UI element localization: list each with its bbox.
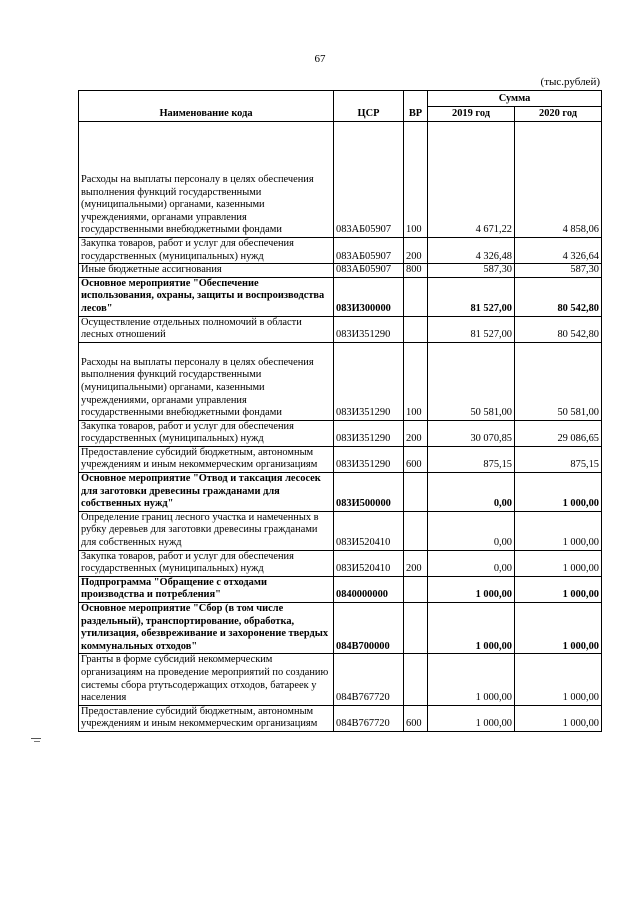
row-2019: 1 000,00 bbox=[428, 654, 515, 705]
row-csr: 0840000000 bbox=[334, 576, 404, 602]
row-vr bbox=[404, 473, 428, 512]
row-2020: 29 086,65 bbox=[515, 420, 602, 446]
table-row bbox=[79, 473, 602, 512]
row-name: Основное мероприятие "Отвод и таксация лесосек для заготовки древесины гражданами для собственных нужд" bbox=[79, 473, 334, 512]
row-vr bbox=[404, 576, 428, 602]
table-row bbox=[79, 654, 602, 705]
row-2020: 1 000,00 bbox=[515, 511, 602, 550]
unit-note: (тыс.рублей) bbox=[540, 76, 600, 88]
header-csr: ЦСР bbox=[334, 91, 404, 122]
row-vr: 100 bbox=[404, 162, 428, 237]
page-number: 67 bbox=[314, 53, 326, 65]
row-2019: 81 527,00 bbox=[428, 277, 515, 316]
row-name: Закупка товаров, работ и услуг для обеспечения государственных (муниципальных) нужд bbox=[79, 237, 334, 263]
row-name: Основное мероприятие "Сбор (в том числе раздельный), транспортирование, обработка, утилизация, обезвреживание и захоронение твердых коммунальных отходов" bbox=[79, 603, 334, 654]
table-row bbox=[79, 511, 602, 550]
header-2019: 2019 год bbox=[428, 106, 515, 122]
row-name: Осуществление отдельных полномочий в области лесных отношений bbox=[79, 316, 334, 342]
table-row bbox=[79, 316, 602, 342]
row-name: Расходы на выплаты персоналу в целях обеспечения выполнения функций государственными (муниципальными) органами, казенными учреждениями, органами управления государственными внебюджетными фондами bbox=[79, 342, 334, 420]
row-vr: 200 bbox=[404, 550, 428, 576]
row-name: Закупка товаров, работ и услуг для обеспечения государственных (муниципальных) нужд bbox=[79, 420, 334, 446]
blank-row bbox=[79, 122, 602, 163]
table-row bbox=[79, 342, 602, 420]
header-vr: ВР bbox=[404, 91, 428, 122]
header-sum: Сумма bbox=[428, 91, 602, 107]
row-2019: 81 527,00 bbox=[428, 316, 515, 342]
row-vr: 100 bbox=[404, 342, 428, 420]
row-csr: 083АБ05907 bbox=[334, 237, 404, 263]
row-csr: 083И300000 bbox=[334, 277, 404, 316]
row-2019: 1 000,00 bbox=[428, 576, 515, 602]
row-2020: 587,30 bbox=[515, 264, 602, 278]
row-2020: 1 000,00 bbox=[515, 603, 602, 654]
row-csr: 084В700000 bbox=[334, 603, 404, 654]
table-row bbox=[79, 264, 602, 278]
row-vr: 800 bbox=[404, 264, 428, 278]
row-2020: 1 000,00 bbox=[515, 550, 602, 576]
row-2020: 50 581,00 bbox=[515, 342, 602, 420]
row-2020: 1 000,00 bbox=[515, 654, 602, 705]
row-csr: 083И500000 bbox=[334, 473, 404, 512]
row-2019: 875,15 bbox=[428, 446, 515, 472]
row-2020: 1 000,00 bbox=[515, 473, 602, 512]
row-csr: 083И351290 bbox=[334, 316, 404, 342]
row-2020: 4 858,06 bbox=[515, 162, 602, 237]
row-2020: 80 542,80 bbox=[515, 277, 602, 316]
row-2019: 0,00 bbox=[428, 473, 515, 512]
row-name: Подпрограмма "Обращение с отходами производства и потребления" bbox=[79, 576, 334, 602]
row-2020: 80 542,80 bbox=[515, 316, 602, 342]
margin-mark bbox=[34, 741, 40, 742]
row-name: Предоставление субсидий бюджетным, автономным учреждениям и иным некоммерческим организациям bbox=[79, 705, 334, 731]
row-csr: 083И351290 bbox=[334, 342, 404, 420]
row-csr: 084В767720 bbox=[334, 705, 404, 731]
row-vr bbox=[404, 277, 428, 316]
table-row bbox=[79, 550, 602, 576]
row-2019: 1 000,00 bbox=[428, 705, 515, 731]
row-2019: 587,30 bbox=[428, 264, 515, 278]
row-vr bbox=[404, 316, 428, 342]
header-name: Наименование кода bbox=[79, 91, 334, 122]
row-csr: 083И351290 bbox=[334, 446, 404, 472]
table-row bbox=[79, 420, 602, 446]
row-2019: 0,00 bbox=[428, 550, 515, 576]
table-row bbox=[79, 705, 602, 731]
header-2020: 2020 год bbox=[515, 106, 602, 122]
row-2020: 875,15 bbox=[515, 446, 602, 472]
row-vr bbox=[404, 654, 428, 705]
row-2020: 1 000,00 bbox=[515, 576, 602, 602]
budget-table bbox=[78, 90, 602, 732]
row-vr: 600 bbox=[404, 705, 428, 731]
row-vr: 600 bbox=[404, 446, 428, 472]
margin-mark bbox=[31, 738, 41, 739]
row-csr: 083И351290 bbox=[334, 420, 404, 446]
row-2020: 4 326,64 bbox=[515, 237, 602, 263]
table-row bbox=[79, 446, 602, 472]
table-row bbox=[79, 576, 602, 602]
row-vr: 200 bbox=[404, 420, 428, 446]
row-2020: 1 000,00 bbox=[515, 705, 602, 731]
row-2019: 4 326,48 bbox=[428, 237, 515, 263]
row-vr bbox=[404, 511, 428, 550]
row-2019: 4 671,22 bbox=[428, 162, 515, 237]
row-csr: 083АБ05907 bbox=[334, 264, 404, 278]
row-name: Иные бюджетные ассигнования bbox=[79, 264, 334, 278]
row-csr: 083АБ05907 bbox=[334, 162, 404, 237]
row-name: Закупка товаров, работ и услуг для обеспечения государственных (муниципальных) нужд bbox=[79, 550, 334, 576]
row-csr: 084В767720 bbox=[334, 654, 404, 705]
table-row bbox=[79, 237, 602, 263]
row-name: Предоставление субсидий бюджетным, автономным учреждениям и иным некоммерческим организациям bbox=[79, 446, 334, 472]
row-2019: 0,00 bbox=[428, 511, 515, 550]
table-row bbox=[79, 603, 602, 654]
row-name: Гранты в форме субсидий некоммерческим организациям на проведение мероприятий по созданию системы сбора ртутьсодержащих отходов, батареек у населения bbox=[79, 654, 334, 705]
row-2019: 30 070,85 bbox=[428, 420, 515, 446]
row-2019: 50 581,00 bbox=[428, 342, 515, 420]
row-2019: 1 000,00 bbox=[428, 603, 515, 654]
table-row bbox=[79, 162, 602, 237]
row-name: Основное мероприятие "Обеспечение использования, охраны, защиты и воспроизводства лесов" bbox=[79, 277, 334, 316]
row-name: Определение границ лесного участка и намеченных в рубку деревьев для заготовки древесины гражданами для собственных нужд bbox=[79, 511, 334, 550]
row-vr: 200 bbox=[404, 237, 428, 263]
row-name: Расходы на выплаты персоналу в целях обеспечения выполнения функций государственными (муниципальными) органами, казенными учреждениями, органами управления государственными внебюджетными фондами bbox=[79, 162, 334, 237]
row-csr: 083И520410 bbox=[334, 511, 404, 550]
row-vr bbox=[404, 603, 428, 654]
table-row bbox=[79, 277, 602, 316]
row-csr: 083И520410 bbox=[334, 550, 404, 576]
